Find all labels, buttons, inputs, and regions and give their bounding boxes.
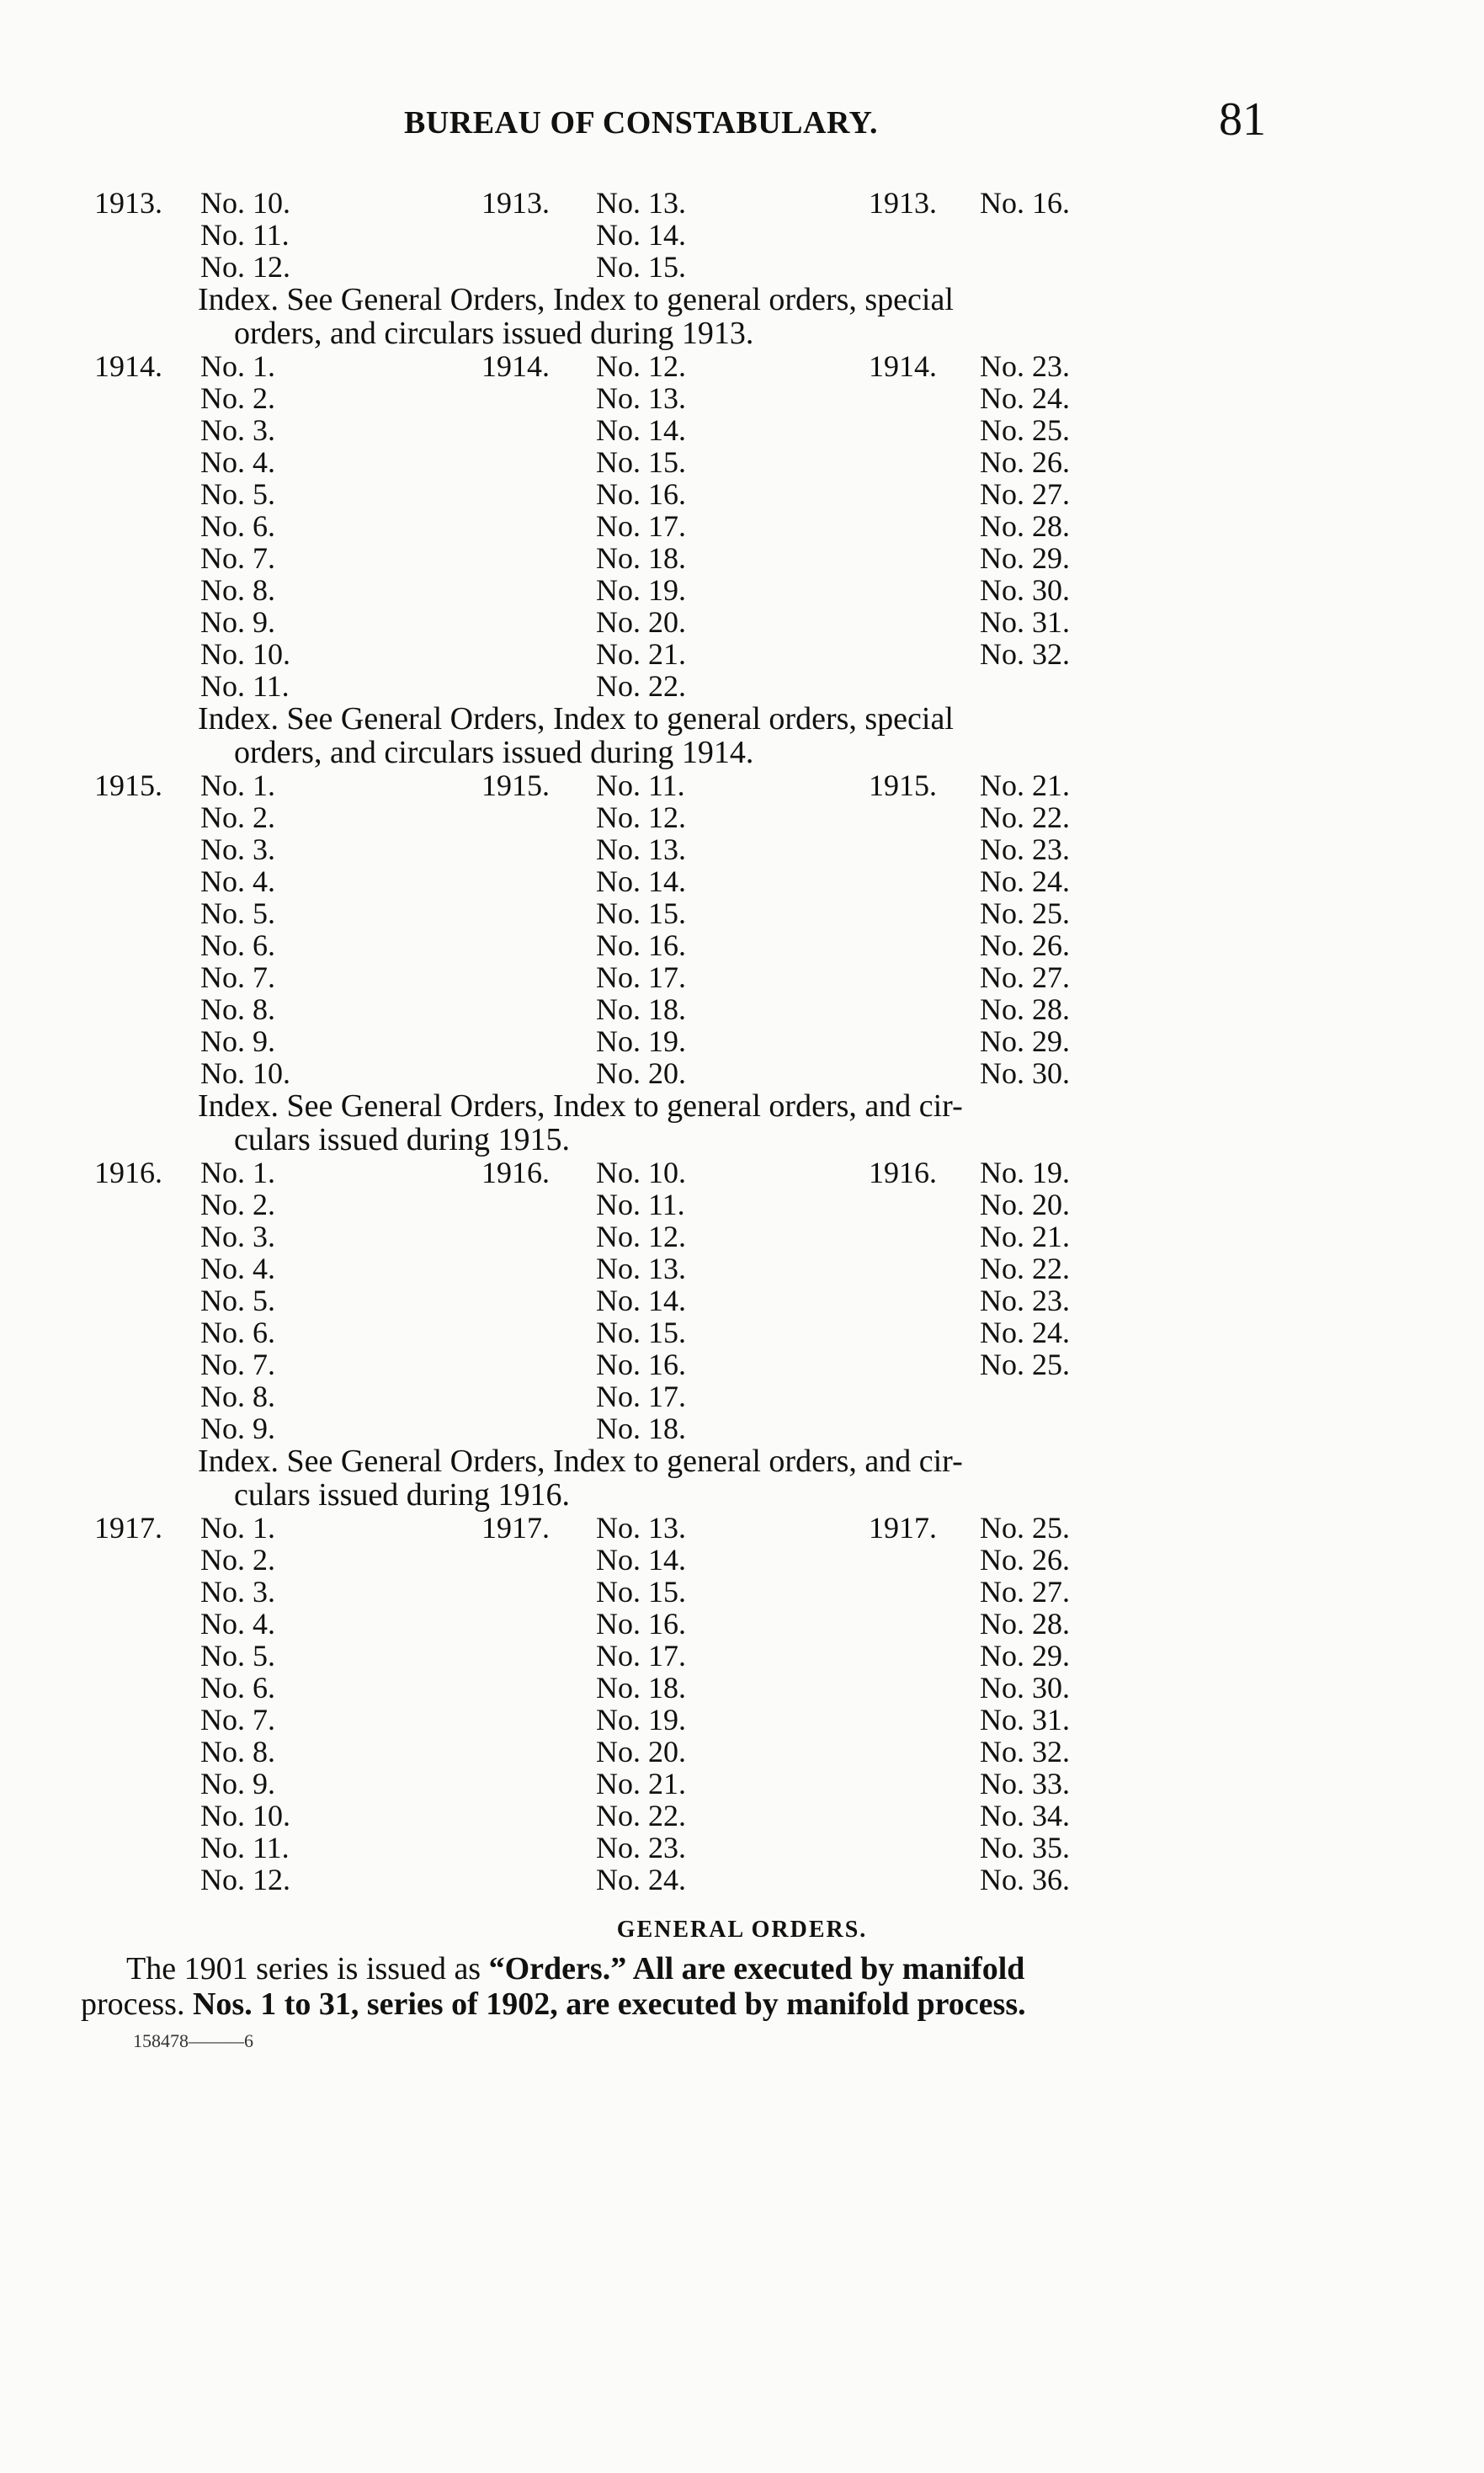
number-col-2: No. 14.: [596, 413, 686, 447]
number-col-1: No. 2.: [200, 1188, 275, 1221]
listing-row: [0, 801, 1484, 833]
listing-row: [0, 670, 1484, 702]
number-col-2: No. 21.: [596, 637, 686, 671]
number-col-3: No. 28.: [980, 509, 1070, 543]
index-note-line: culars issued during 1915.: [234, 1122, 570, 1157]
number-col-1: No. 8.: [200, 1380, 275, 1413]
number-col-3: No. 31.: [980, 605, 1070, 639]
listing-row: [0, 1348, 1484, 1380]
number-col-1: No. 6.: [200, 1671, 275, 1705]
number-col-3: No. 33.: [980, 1767, 1070, 1800]
number-col-3: No. 26.: [980, 445, 1070, 479]
number-col-1: No. 3.: [200, 832, 275, 866]
number-col-2: No. 13.: [596, 1252, 686, 1285]
listing-row: [0, 833, 1484, 865]
number-col-2: No. 20.: [596, 605, 686, 639]
number-col-1: No. 7.: [200, 1348, 275, 1381]
number-col-3: No. 20.: [980, 1188, 1070, 1221]
printer-signature-mark: 158478———6: [133, 2030, 253, 2051]
listing-row: [0, 1704, 1484, 1736]
number-col-1: No. 1.: [200, 1511, 275, 1545]
number-col-2: No. 13.: [596, 186, 686, 220]
year-col-2: 1914.: [481, 349, 550, 383]
number-col-1: No. 8.: [200, 992, 275, 1026]
paragraph-text: process.: [81, 1986, 193, 2022]
number-col-3: No. 32.: [980, 637, 1070, 671]
number-col-2: No. 14.: [596, 218, 686, 252]
number-col-2: No. 12.: [596, 349, 686, 383]
number-col-3: No. 30.: [980, 573, 1070, 607]
number-col-3: No. 31.: [980, 1703, 1070, 1736]
index-note-line: Index. See General Orders, Index to general orders, and cir-: [198, 1088, 963, 1124]
listing-row: [0, 1221, 1484, 1252]
listing-row: [0, 1608, 1484, 1640]
number-col-3: No. 28.: [980, 1607, 1070, 1641]
number-col-2: No. 15.: [596, 896, 686, 930]
listing-row: [0, 1025, 1484, 1057]
number-col-1: No. 9.: [200, 1767, 275, 1800]
number-col-2: No. 15.: [596, 1316, 686, 1349]
number-col-1: No. 11.: [200, 1831, 290, 1864]
number-col-1: No. 1.: [200, 768, 275, 802]
number-col-3: No. 26.: [980, 1543, 1070, 1577]
listing-row: [0, 1736, 1484, 1768]
number-col-3: No. 24.: [980, 1316, 1070, 1349]
number-col-3: No. 28.: [980, 992, 1070, 1026]
year-col-1: 1915.: [94, 768, 162, 802]
number-col-1: No. 12.: [200, 250, 290, 284]
listing-row: [0, 1189, 1484, 1221]
number-col-1: No. 4.: [200, 1252, 275, 1285]
listing-row: [0, 1768, 1484, 1800]
year-col-2: 1915.: [481, 768, 550, 802]
number-col-2: No. 12.: [596, 800, 686, 834]
number-col-3: No. 21.: [980, 768, 1070, 802]
number-col-3: No. 25.: [980, 1348, 1070, 1381]
number-col-1: No. 10.: [200, 1056, 290, 1090]
number-col-3: No. 19.: [980, 1156, 1070, 1189]
index-note: [0, 1089, 1484, 1157]
page-header: [0, 93, 1484, 160]
year-block: [0, 769, 1484, 1157]
year-col-2: 1913.: [481, 186, 550, 220]
number-col-1: No. 8.: [200, 573, 275, 607]
number-col-2: No. 18.: [596, 1671, 686, 1705]
index-note-line: orders, and circulars issued during 1914.: [234, 735, 754, 770]
listing-row: [0, 187, 1484, 219]
number-col-1: No. 2.: [200, 381, 275, 415]
index-note-line: Index. See General Orders, Index to general orders, special: [198, 701, 954, 737]
number-col-3: No. 24.: [980, 381, 1070, 415]
number-col-2: No. 15.: [596, 250, 686, 284]
number-col-3: No. 25.: [980, 1511, 1070, 1545]
number-col-1: No. 9.: [200, 1412, 275, 1445]
year-block: [0, 1157, 1484, 1512]
general-orders-paragraph: [0, 1951, 1484, 2022]
number-col-1: No. 2.: [200, 1543, 275, 1577]
year-col-1: 1917.: [94, 1511, 162, 1545]
number-col-2: No. 24.: [596, 1863, 686, 1896]
number-col-2: No. 13.: [596, 381, 686, 415]
year-col-3: 1916.: [869, 1156, 937, 1189]
listing-row: [0, 1057, 1484, 1089]
number-col-2: No. 19.: [596, 1703, 686, 1736]
number-col-2: No. 16.: [596, 477, 686, 511]
number-col-1: No. 11.: [200, 218, 290, 252]
listing-row: [0, 638, 1484, 670]
number-col-2: No. 14.: [596, 1543, 686, 1577]
number-col-1: No. 5.: [200, 896, 275, 930]
number-col-3: No. 23.: [980, 349, 1070, 383]
number-col-2: No. 18.: [596, 541, 686, 575]
number-col-2: No. 15.: [596, 1575, 686, 1609]
number-col-2: No. 14.: [596, 864, 686, 898]
number-col-3: No. 27.: [980, 960, 1070, 994]
number-col-1: No. 2.: [200, 800, 275, 834]
year-col-3: 1914.: [869, 349, 937, 383]
number-col-2: No. 10.: [596, 1156, 686, 1189]
paragraph-text: The 1901 series is issued as: [126, 1951, 489, 1986]
listing-row: [0, 1157, 1484, 1189]
number-col-3: No. 25.: [980, 413, 1070, 447]
number-col-2: No. 16.: [596, 1348, 686, 1381]
index-note-line: culars issued during 1916.: [234, 1477, 570, 1513]
number-col-2: No. 17.: [596, 1380, 686, 1413]
year-col-3: 1917.: [869, 1511, 937, 1545]
number-col-1: No. 10.: [200, 186, 290, 220]
number-col-1: No. 9.: [200, 605, 275, 639]
paragraph-line: [0, 1951, 1484, 1986]
number-col-1: No. 4.: [200, 864, 275, 898]
listing-row: [0, 542, 1484, 574]
number-col-1: No. 7.: [200, 541, 275, 575]
number-col-3: No. 27.: [980, 1575, 1070, 1609]
year-col-3: 1913.: [869, 186, 937, 220]
number-col-2: No. 14.: [596, 1284, 686, 1317]
listing-row: [0, 350, 1484, 382]
number-col-3: No. 24.: [980, 864, 1070, 898]
number-col-1: No. 12.: [200, 1863, 290, 1896]
number-col-1: No. 3.: [200, 1575, 275, 1609]
number-col-1: No. 7.: [200, 1703, 275, 1736]
number-col-1: No. 10.: [200, 637, 290, 671]
year-col-2: 1917.: [481, 1511, 550, 1545]
number-col-1: No. 3.: [200, 413, 275, 447]
number-col-1: No. 1.: [200, 1156, 275, 1189]
page-number: 81: [1219, 93, 1266, 146]
listing-row: [0, 1864, 1484, 1896]
listing-row: [0, 251, 1484, 283]
number-col-1: No. 6.: [200, 509, 275, 543]
number-col-3: No. 30.: [980, 1056, 1070, 1090]
year-block: [0, 350, 1484, 769]
number-col-2: No. 13.: [596, 1511, 686, 1545]
year-block: [0, 1512, 1484, 1896]
number-col-2: No. 17.: [596, 1639, 686, 1673]
number-col-1: No. 5.: [200, 477, 275, 511]
index-note-line: Index. See General Orders, Index to general orders, and cir-: [198, 1444, 963, 1479]
year-block: [0, 187, 1484, 350]
number-col-2: No. 18.: [596, 992, 686, 1026]
number-col-3: No. 32.: [980, 1735, 1070, 1768]
listing-row: [0, 929, 1484, 961]
year-col-2: 1916.: [481, 1156, 550, 1189]
number-col-2: No. 22.: [596, 669, 686, 703]
orders-listing: [0, 187, 1484, 2052]
index-note-line: orders, and circulars issued during 1913.: [234, 316, 754, 351]
listing-row: [0, 1512, 1484, 1544]
number-col-3: No. 30.: [980, 1671, 1070, 1705]
number-col-3: No. 22.: [980, 1252, 1070, 1285]
number-col-3: No. 23.: [980, 1284, 1070, 1317]
number-col-2: No. 12.: [596, 1220, 686, 1253]
listing-row: [0, 510, 1484, 542]
running-title: BUREAU OF CONSTABULARY.: [404, 105, 879, 141]
section-heading: GENERAL ORDERS.: [616, 1917, 868, 1943]
number-col-2: No. 22.: [596, 1799, 686, 1832]
index-note-line: Index. See General Orders, Index to general orders, special: [198, 282, 954, 317]
number-col-2: No. 23.: [596, 1831, 686, 1864]
year-col-3: 1915.: [869, 768, 937, 802]
number-col-2: No. 17.: [596, 509, 686, 543]
listing-row: [0, 1380, 1484, 1412]
number-col-2: No. 15.: [596, 445, 686, 479]
listing-row: [0, 1672, 1484, 1704]
number-col-1: No. 8.: [200, 1735, 275, 1768]
number-col-2: No. 19.: [596, 1024, 686, 1058]
listing-row: [0, 865, 1484, 897]
listing-row: [0, 1800, 1484, 1832]
listing-row: [0, 414, 1484, 446]
number-col-3: No. 36.: [980, 1863, 1070, 1896]
listing-row: [0, 219, 1484, 251]
number-col-3: No. 23.: [980, 832, 1070, 866]
number-col-1: No. 3.: [200, 1220, 275, 1253]
number-col-3: No. 29.: [980, 541, 1070, 575]
listing-row: [0, 1576, 1484, 1608]
number-col-1: No. 5.: [200, 1284, 275, 1317]
year-col-1: 1914.: [94, 349, 162, 383]
number-col-3: No. 25.: [980, 896, 1070, 930]
number-col-1: No. 9.: [200, 1024, 275, 1058]
number-col-1: No. 11.: [200, 669, 290, 703]
paragraph-line: [0, 1986, 1484, 2022]
number-col-1: No. 10.: [200, 1799, 290, 1832]
number-col-3: No. 34.: [980, 1799, 1070, 1832]
listing-row: [0, 1832, 1484, 1864]
listing-row: [0, 574, 1484, 606]
listing-row: [0, 1252, 1484, 1284]
listing-row: [0, 1316, 1484, 1348]
listing-row: [0, 1640, 1484, 1672]
number-col-3: No. 29.: [980, 1024, 1070, 1058]
paragraph-bold-text: Nos. 1 to 31, series of 1902, are executed by manifold process.: [192, 1986, 1026, 2022]
number-col-2: No. 19.: [596, 573, 686, 607]
number-col-2: No. 11.: [596, 768, 685, 802]
listing-row: [0, 897, 1484, 929]
number-col-3: No. 26.: [980, 928, 1070, 962]
number-col-2: No. 16.: [596, 1607, 686, 1641]
number-col-1: No. 4.: [200, 1607, 275, 1641]
paragraph-bold-text: “Orders.” All are executed by manifold: [488, 1951, 1025, 1986]
year-col-1: 1913.: [94, 186, 162, 220]
number-col-2: No. 20.: [596, 1735, 686, 1768]
number-col-3: No. 22.: [980, 800, 1070, 834]
listing-row: [0, 446, 1484, 478]
listing-row: [0, 382, 1484, 414]
listing-row: [0, 769, 1484, 801]
number-col-1: No. 4.: [200, 445, 275, 479]
listing-row: [0, 478, 1484, 510]
number-col-3: No. 21.: [980, 1220, 1070, 1253]
listing-row: [0, 1284, 1484, 1316]
index-note: [0, 283, 1484, 350]
number-col-2: No. 17.: [596, 960, 686, 994]
number-col-3: No. 35.: [980, 1831, 1070, 1864]
number-col-2: No. 18.: [596, 1412, 686, 1445]
number-col-2: No. 21.: [596, 1767, 686, 1800]
listing-row: [0, 993, 1484, 1025]
number-col-1: No. 6.: [200, 928, 275, 962]
number-col-1: No. 1.: [200, 349, 275, 383]
listing-row: [0, 1544, 1484, 1576]
number-col-3: No. 16.: [980, 186, 1070, 220]
year-col-1: 1916.: [94, 1156, 162, 1189]
listing-row: [0, 606, 1484, 638]
index-note: [0, 702, 1484, 769]
number-col-2: No. 16.: [596, 928, 686, 962]
number-col-1: No. 5.: [200, 1639, 275, 1673]
listing-row: [0, 1412, 1484, 1444]
listing-row: [0, 961, 1484, 993]
number-col-1: No. 7.: [200, 960, 275, 994]
number-col-2: No. 11.: [596, 1188, 685, 1221]
number-col-3: No. 29.: [980, 1639, 1070, 1673]
number-col-2: No. 13.: [596, 832, 686, 866]
number-col-1: No. 6.: [200, 1316, 275, 1349]
number-col-3: No. 27.: [980, 477, 1070, 511]
index-note: [0, 1444, 1484, 1512]
number-col-2: No. 20.: [596, 1056, 686, 1090]
